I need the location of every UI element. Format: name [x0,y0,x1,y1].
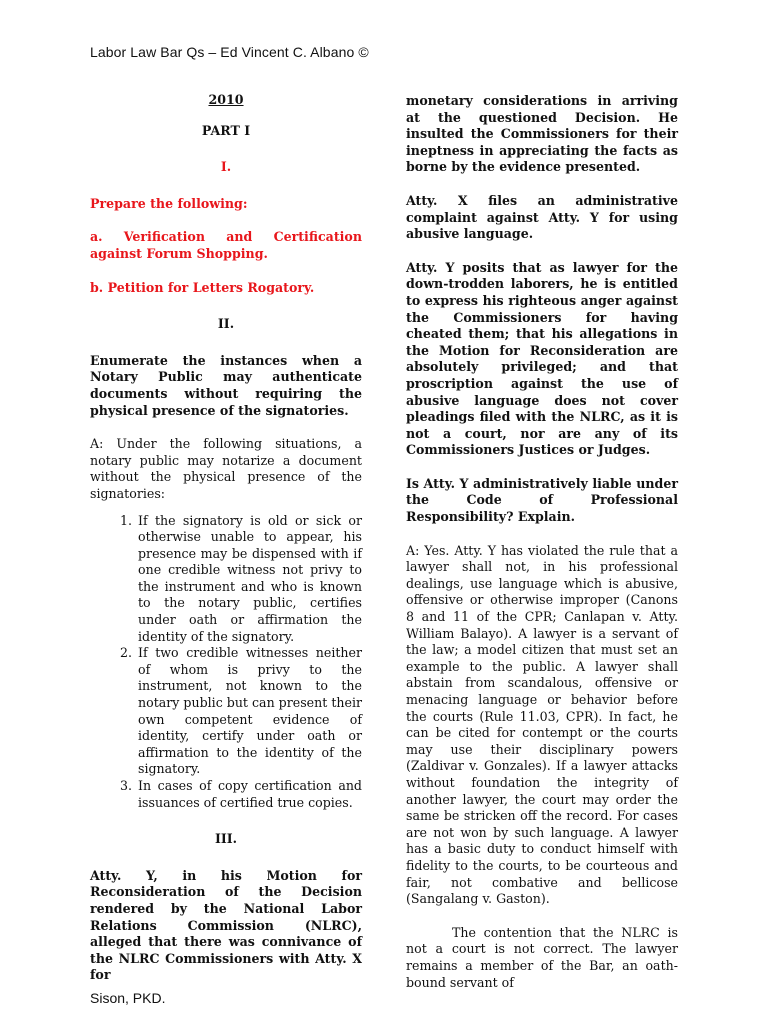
prepare-instruction: Prepare the following: [90,195,248,211]
year-heading: 2010 [208,92,244,107]
list-item: 2. If two credible witnesses neither of whom is privy to the instrument, not known to the notary public but can present their own competent evidence of identity, certify under oath or affirmation to the identity of the signatory. [136,645,362,778]
list-item: 3. In cases of copy certification and issuances of certified true copies. [136,778,362,811]
question-3-start: Atty. Y, in his Motion for Reconsideration of the Decision rendered by the National Labor Relations Commission (NLRC), alleged that there was connivance of the NLRC Commissioners with Atty. X for [90,867,362,983]
answer-2-intro: A: Under the following situations, a notary public may notarize a document without the physical presence of the signatories: [90,436,362,501]
question-2: Enumerate the instances when a Notary Public may authenticate documents without requiring the physical presence of the signatories. [90,352,362,418]
left-column [90,92,362,1001]
item-a: a. Verification and Certification against Forum Shopping. [90,229,362,261]
roman-heading-2: II. [217,316,235,332]
roman-heading-1: I. [220,159,232,175]
complaint-paragraph: Atty. X files an administrative complaint against Atty. Y for using abusive language. [406,192,678,242]
nlrc-contention: The contention that the NLRC is not a court is not correct. The lawyer remains a member of the Bar, an oath-bound servant of [406,924,678,990]
list-item: 1. If the signatory is old or sick or otherwise unable to appear, his presence may be dispensed with if one credible witness not privy to the instrument and who is known to the notary public, certifies under oath or affirmation the identity of the signatory. [136,513,362,646]
notary-list [90,513,362,812]
roman-heading-3: III. [214,831,238,847]
page-footer: Sison, PKD. [90,990,166,1006]
right-column [406,93,678,1008]
answer-paragraph: A: Yes. Atty. Y has violated the rule that a lawyer shall not, in his professional dealings, use language which is abusive, offensive or otherwise improper (Canons 8 and 11 of the CPR; Canlapan v. Atty. William Balayo). A lawyer is a servant of the law; a model citizen that must set an example to the public. A lawyer shall abstain from scandalous, offensive or menacing language or behavior before the courts (Rule 11.03, CPR). In fact, he can be cited for contempt or the courts may use their disciplinary powers (Zaldivar v. Gonzales). If a lawyer attacks without foundation the integrity of another lawyer, the court may order the same be stricken off the record. For cases are not won by such language. A lawyer has a basic duty to conduct himself with fidelity to the courts, to be courteous and fair, not combative and bellicose (Sangalang v. Gaston). [406,542,678,907]
page-header: Labor Law Bar Qs – Ed Vincent C. Albano © [90,44,369,60]
part-heading: PART I [201,122,251,138]
question-liability: Is Atty. Y administratively liable under the Code of Professional Responsibility? Explain. [406,475,678,525]
atty-y-position: Atty. Y posits that as lawyer for the down-trodden laborers, he is entitled to express his righteous anger against the Commissioners for having cheated them; that his allegations in the Motion for Reconsideration are absolutely privileged; and that proscription against the use of abusive language does not cover pleadings filed with the NLRC, as it is not a court, nor are any of its Commissioners Justices or Judges. [406,259,678,458]
question-3-continued: monetary considerations in arriving at the questioned Decision. He insulted the Commissioners for their ineptness in appreciating the facts as borne by the evidence presented. [406,93,678,175]
item-b: b. Petition for Letters Rogatory. [90,279,315,295]
